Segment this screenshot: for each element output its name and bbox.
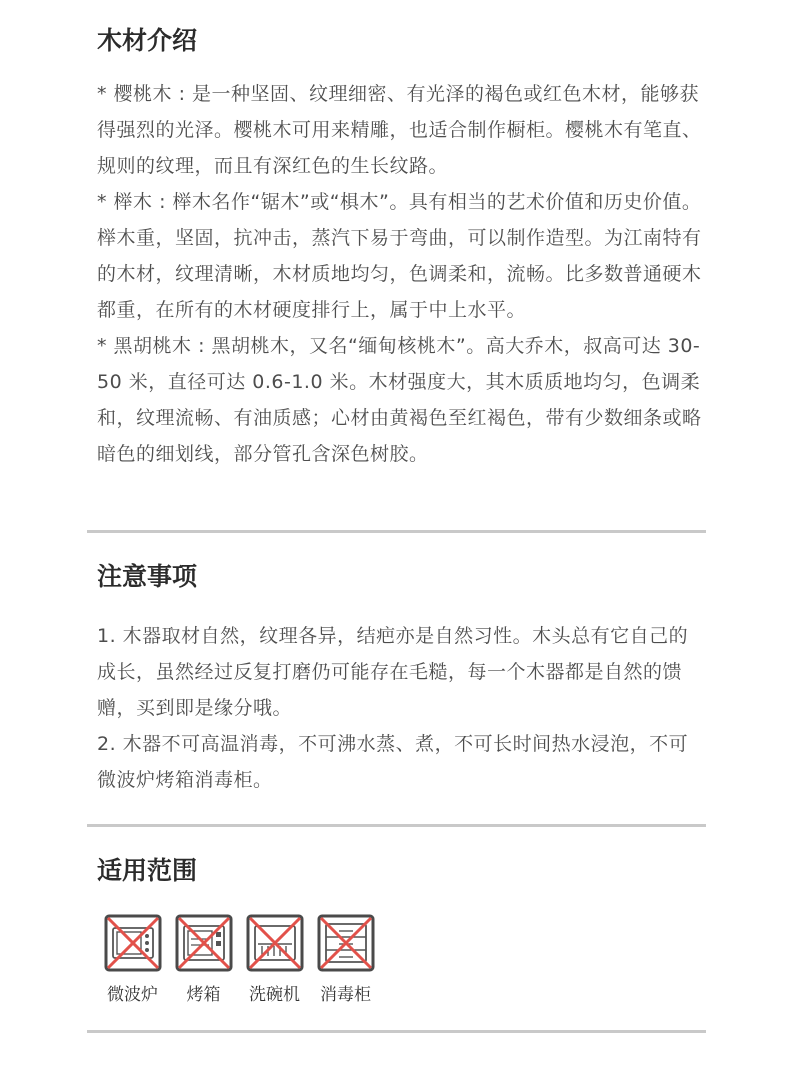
oven-prohibited-icon bbox=[175, 914, 233, 972]
wood-intro-body bbox=[97, 76, 707, 472]
note-item-1: 1. 木器取材自然，纹理各异，结疤亦是自然习性。木头总有它自己的成长，虽然经过反复打磨仍可能存在毛糙，每一个木器都是自然的馈赠，买到即是缘分哦。 bbox=[97, 625, 689, 719]
microwave-prohibited-icon bbox=[104, 914, 162, 972]
scope-item-microwave bbox=[97, 914, 168, 1005]
wood-paragraph-cherry: * 樱桃木 : 是一种坚固、纹理细密、有光泽的褐色或红色木材，能够获得强烈的光泽。樱桃木可用来精雕，也适合制作橱柜。樱桃木有笔直、规则的纹理，而且有深红色的生长纹路。 bbox=[97, 83, 702, 177]
section-title-notes: 注意事项 bbox=[97, 562, 198, 591]
sterilizer-prohibited-icon bbox=[317, 914, 375, 972]
scope-label: 烤箱 bbox=[186, 985, 221, 1005]
section-divider bbox=[87, 1030, 706, 1033]
section-divider bbox=[87, 824, 706, 827]
scope-item-dishwasher bbox=[239, 914, 310, 1005]
scope-item-sterilizer bbox=[310, 914, 381, 1005]
scope-label: 洗碗机 bbox=[249, 985, 300, 1005]
note-item-2: 2. 木器不可高温消毒，不可沸水蒸、煮，不可长时间热水浸泡，不可微波炉烤箱消毒柜。 bbox=[97, 733, 689, 791]
wood-paragraph-beech: * 榉木 : 榉木名作“锯木”或“椇木”。具有相当的艺术价值和历史价值。榉木重，坚固，抗冲击，蒸汽下易于弯曲，可以制作造型。为江南特有的木材，纹理清晰，木材质地均匀，色调柔和，流畅。比多数普通硬木都重，在所有的木材硬度排行上，属于中上水平。 bbox=[97, 191, 702, 321]
wood-paragraph-black-walnut: * 黑胡桃木 : 黑胡桃木，又名“缅甸核桃木”。高大乔木，叔高可达 30-50 米，直径可达 0.6-1.0 米。木材强度大，其木质质地均匀，色调柔和，纹理流畅、有油质感；心材由黄褐色至红褐色，带有少数细条或略暗色的细划线，部分管孔含深色树胶。 bbox=[97, 335, 702, 465]
scope-label: 消毒柜 bbox=[320, 985, 371, 1005]
scope-item-oven bbox=[168, 914, 239, 1005]
section-title-wood-intro: 木材介绍 bbox=[97, 26, 198, 55]
dishwasher-prohibited-icon bbox=[246, 914, 304, 972]
notes-body bbox=[97, 618, 707, 798]
section-divider bbox=[87, 530, 706, 533]
scope-label: 微波炉 bbox=[107, 985, 158, 1005]
scope-icon-row bbox=[97, 914, 381, 1005]
section-title-scope: 适用范围 bbox=[97, 856, 198, 885]
